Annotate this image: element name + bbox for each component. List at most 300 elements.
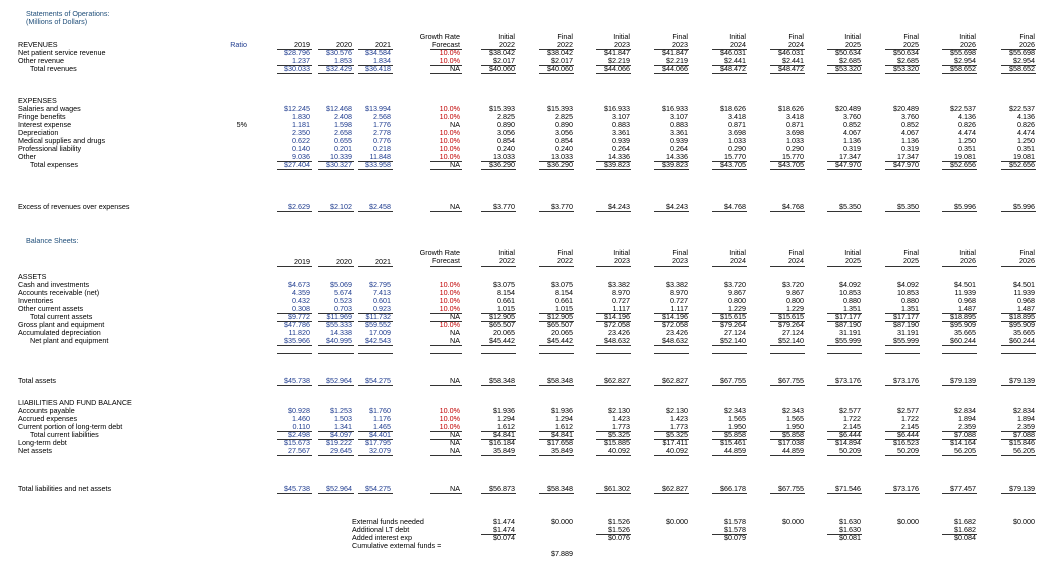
ratio-header: Ratio: [230, 40, 247, 49]
efn-label-1: Additional LT debt: [352, 525, 410, 534]
hist-underline: [358, 431, 393, 432]
proj-underline: [539, 345, 574, 346]
proj-underline: [827, 161, 862, 162]
proj-value-7: 0.319: [901, 144, 919, 153]
proj-underline: [481, 455, 516, 456]
growth-rate: 10.0%: [439, 320, 460, 329]
proj-value-1: 3.056: [555, 128, 573, 137]
hist-value-2020: $52.964: [326, 376, 352, 385]
proj-value-4: 3.698: [728, 128, 746, 137]
hist-underline: [358, 266, 393, 267]
proj-underline: [654, 169, 689, 170]
proj-underline: [539, 431, 574, 432]
proj-value-3: $48.632: [662, 336, 688, 345]
proj-underline: [1001, 439, 1036, 440]
bs-proj-header-9: Final: [1019, 248, 1035, 257]
proj-value-1: $12.905: [547, 312, 573, 321]
proj-value-1: $36.290: [547, 160, 573, 169]
proj-value-1: 1.612: [555, 422, 573, 431]
proj-value-3: $4.243: [666, 202, 688, 211]
proj-value-6: $17.177: [835, 312, 861, 321]
proj-value-3: $62.827: [662, 376, 688, 385]
proj-value-8: $58.652: [950, 64, 976, 73]
proj-value-1: 35.849: [551, 446, 573, 455]
proj-value-2: 14.336: [608, 152, 630, 161]
proj-value-7: 17.347: [897, 152, 919, 161]
proj-value-9: 1.250: [1017, 136, 1035, 145]
proj-value-0: 13.033: [493, 152, 515, 161]
proj-header-9: Final: [1019, 32, 1035, 41]
proj-value-4: 1.229: [728, 304, 746, 313]
proj-underline: [596, 321, 631, 322]
proj-underline: [539, 321, 574, 322]
proj-underline: [712, 73, 747, 74]
proj-underline: [654, 73, 689, 74]
proj-value-8: $2.954: [954, 56, 976, 65]
row-label: Gross plant and equipment: [18, 320, 105, 329]
proj-value-9: $18.895: [1009, 312, 1035, 321]
proj-value-0: $38.042: [489, 48, 515, 57]
hist-value-2019: $4.673: [288, 280, 310, 289]
hist-underline: [277, 345, 312, 346]
hist-underline: [277, 211, 312, 212]
proj-header-4: Initial: [729, 32, 746, 41]
efn-value: $7.889: [551, 549, 573, 558]
proj-value-7: $4.092: [897, 280, 919, 289]
proj-underline: [770, 431, 805, 432]
proj-underline: [539, 493, 574, 494]
gr-underline: [430, 73, 462, 74]
efn-value: $0.000: [1013, 517, 1035, 526]
proj-underline: [712, 345, 747, 346]
proj-value-2: $14.196: [604, 312, 630, 321]
proj-value-1: 2.825: [555, 112, 573, 121]
proj-underline: [942, 431, 977, 432]
proj-underline: [942, 321, 977, 322]
proj-underline: [770, 345, 805, 346]
proj-value-7: $17.177: [893, 312, 919, 321]
proj-underline: [827, 385, 862, 386]
efn-value: $1.682: [954, 517, 976, 526]
hist-underline: [318, 266, 354, 267]
row-label: Total revenues: [30, 64, 77, 73]
proj-underline: [596, 211, 631, 212]
hist-value-2019: $45.738: [284, 484, 310, 493]
proj-value-4: $43.705: [720, 160, 746, 169]
proj-value-4: $3.720: [724, 280, 746, 289]
efn-value: $1.630: [839, 517, 861, 526]
hist-underline: [318, 353, 354, 354]
proj-underline: [654, 313, 689, 314]
proj-value-8: 56.205: [954, 446, 976, 455]
proj-value-5: $3.720: [782, 280, 804, 289]
proj-value-7: $47.970: [893, 160, 919, 169]
hist-value-2021: 2.778: [373, 128, 391, 137]
efn-value: $1.526: [608, 517, 630, 526]
proj-header-2: Initial: [613, 32, 630, 41]
proj-underline: [770, 385, 805, 386]
proj-value-4: $79.264: [720, 320, 746, 329]
hist-underline: [277, 455, 312, 456]
proj-value-1: 0.890: [555, 120, 573, 129]
bs-proj-header-3: Final: [672, 248, 688, 257]
efn-value: $0.000: [666, 517, 688, 526]
efn-underline: [596, 534, 631, 535]
proj-underline: [770, 455, 805, 456]
bs-proj-header-year-5: 2024: [788, 256, 804, 265]
row-label: Total assets: [18, 376, 56, 385]
proj-value-2: $16.933: [604, 104, 630, 113]
proj-value-9: 1.894: [1017, 414, 1035, 423]
hist-value-2019: 27.567: [288, 446, 310, 455]
proj-underline: [481, 65, 516, 66]
gr-underline: [430, 161, 462, 162]
proj-header-year-4: 2024: [730, 40, 746, 49]
proj-header-0: Initial: [498, 32, 515, 41]
proj-value-1: $40.060: [547, 64, 573, 73]
hist-value-2019: 1.237: [292, 56, 310, 65]
hist-value-2021: $1.760: [369, 406, 391, 415]
proj-value-9: $95.909: [1009, 320, 1035, 329]
proj-value-0: 1.015: [497, 304, 515, 313]
proj-value-5: 0.871: [786, 120, 804, 129]
hist-value-2021: 7.413: [373, 288, 391, 297]
proj-value-6: 4.067: [843, 128, 861, 137]
hist-value-2019: 4.359: [292, 288, 310, 297]
efn-value: $1.630: [839, 525, 861, 534]
row-label: Other revenue: [18, 56, 64, 65]
bs-proj-header-year-7: 2025: [903, 256, 919, 265]
proj-underline: [654, 161, 689, 162]
proj-underline: [596, 73, 631, 74]
hist-underline: [358, 65, 393, 66]
proj-value-3: 1.423: [670, 414, 688, 423]
proj-value-0: $12.905: [489, 312, 515, 321]
proj-value-8: 19.081: [954, 152, 976, 161]
year-header-2019: 2019: [294, 40, 310, 49]
proj-underline: [942, 345, 977, 346]
proj-value-8: 11.939: [954, 288, 976, 297]
proj-underline: [712, 169, 747, 170]
proj-underline: [1001, 266, 1036, 267]
proj-value-8: $2.834: [954, 406, 976, 415]
proj-value-3: 1.773: [670, 422, 688, 431]
proj-value-7: $53.320: [893, 64, 919, 73]
proj-header-year-3: 2023: [672, 40, 688, 49]
hist-underline: [318, 73, 354, 74]
gr-underline: [430, 385, 462, 386]
ratio-value: 5%: [236, 120, 247, 129]
gr-underline: [430, 493, 462, 494]
hist-value-2021: $2.458: [369, 202, 391, 211]
proj-underline: [1001, 493, 1036, 494]
proj-value-1: 1.015: [555, 304, 573, 313]
proj-value-2: 23.426: [608, 328, 630, 337]
bs-proj-header-year-4: 2024: [730, 256, 746, 265]
proj-value-6: $6.444: [839, 430, 861, 439]
proj-underline: [539, 161, 574, 162]
hist-underline: [318, 455, 354, 456]
growth-rate: 10.0%: [439, 152, 460, 161]
efn-value: $0.074: [493, 533, 515, 542]
proj-value-1: $3.075: [551, 280, 573, 289]
proj-underline: [596, 65, 631, 66]
proj-value-9: 2.359: [1017, 422, 1035, 431]
row-label: Total current liabilities: [30, 430, 99, 439]
proj-value-2: $2.130: [608, 406, 630, 415]
proj-value-3: 3.107: [670, 112, 688, 121]
hist-value-2020: $40.995: [326, 336, 352, 345]
proj-value-2: 0.883: [612, 120, 630, 129]
proj-underline: [539, 266, 574, 267]
row-label: Fringe benefits: [18, 112, 66, 121]
hist-value-2021: $34.584: [365, 48, 391, 57]
proj-underline: [770, 321, 805, 322]
proj-underline: [539, 169, 574, 170]
proj-underline: [770, 161, 805, 162]
proj-value-8: 35.665: [954, 328, 976, 337]
hist-underline: [318, 65, 354, 66]
bs-proj-header-year-9: 2026: [1019, 256, 1035, 265]
bs-proj-header-year-3: 2023: [672, 256, 688, 265]
proj-value-3: 0.883: [670, 120, 688, 129]
proj-value-5: 15.770: [782, 152, 804, 161]
proj-value-9: $60.244: [1009, 336, 1035, 345]
bs-proj-header-0: Initial: [498, 248, 515, 257]
proj-value-6: 31.191: [839, 328, 861, 337]
proj-underline: [827, 321, 862, 322]
proj-value-9: 56.205: [1013, 446, 1035, 455]
proj-underline: [654, 266, 689, 267]
hist-underline: [277, 169, 312, 170]
gr-underline: [430, 345, 462, 346]
proj-value-6: $47.970: [835, 160, 861, 169]
proj-value-8: 1.894: [958, 414, 976, 423]
hist-value-2020: 0.655: [334, 136, 352, 145]
proj-underline: [827, 431, 862, 432]
proj-value-9: 1.487: [1017, 304, 1035, 313]
hist-value-2021: 1.465: [373, 422, 391, 431]
proj-underline: [596, 455, 631, 456]
proj-header-3: Final: [672, 32, 688, 41]
hist-underline: [358, 73, 393, 74]
proj-underline: [942, 161, 977, 162]
hist-underline: [318, 385, 354, 386]
proj-underline: [827, 439, 862, 440]
row-label: Net assets: [18, 446, 52, 455]
proj-underline: [712, 455, 747, 456]
proj-value-3: $44.066: [662, 64, 688, 73]
growth-rate: 10.0%: [439, 422, 460, 431]
proj-value-5: $5.858: [782, 430, 804, 439]
growth-rate: 10.0%: [439, 304, 460, 313]
proj-header-7: Final: [903, 32, 919, 41]
proj-underline: [1001, 455, 1036, 456]
proj-value-5: $52.140: [778, 336, 804, 345]
proj-value-6: $55.999: [835, 336, 861, 345]
hist-value-2021: 1.176: [373, 414, 391, 423]
proj-header-year-8: 2026: [960, 40, 976, 49]
bs-proj-header-year-2: 2023: [614, 256, 630, 265]
hist-value-2020: 0.201: [334, 144, 352, 153]
bs-proj-header-year-6: 2025: [845, 256, 861, 265]
proj-value-3: $16.933: [662, 104, 688, 113]
proj-header-year-7: 2025: [903, 40, 919, 49]
proj-value-8: 1.250: [958, 136, 976, 145]
hist-underline: [277, 431, 312, 432]
table-row: [0, 161, 1064, 169]
row-label: Interest expense: [18, 120, 72, 129]
proj-underline: [770, 211, 805, 212]
efn-value: $0.076: [608, 533, 630, 542]
proj-value-4: 0.290: [728, 144, 746, 153]
proj-underline: [481, 266, 516, 267]
proj-underline: [481, 161, 516, 162]
hist-value-2019: 2.350: [292, 128, 310, 137]
hist-value-2021: $4.401: [369, 430, 391, 439]
hist-underline: [277, 73, 312, 74]
proj-value-4: 0.871: [728, 120, 746, 129]
hist-value-2019: 0.308: [292, 304, 310, 313]
proj-value-7: 2.145: [901, 422, 919, 431]
proj-value-5: $48.472: [778, 64, 804, 73]
gr-underline: [430, 211, 462, 212]
proj-value-7: $20.489: [893, 104, 919, 113]
row-label: Other: [18, 152, 36, 161]
proj-value-2: 1.773: [612, 422, 630, 431]
hist-underline: [358, 439, 393, 440]
proj-value-6: $20.489: [835, 104, 861, 113]
row-label: Inventories: [18, 296, 54, 305]
proj-value-0: $15.393: [489, 104, 515, 113]
proj-underline: [654, 455, 689, 456]
hist-value-2019: 0.110: [292, 422, 310, 431]
table-row: [0, 65, 1064, 73]
proj-underline: [942, 493, 977, 494]
growth-rate: 10.0%: [439, 288, 460, 297]
proj-value-2: $4.243: [608, 202, 630, 211]
efn-label-2: Added interest exp: [352, 533, 412, 542]
proj-value-5: 1.950: [786, 422, 804, 431]
proj-value-4: 0.800: [728, 296, 746, 305]
proj-value-1: 13.033: [551, 152, 573, 161]
proj-underline: [885, 385, 920, 386]
bs-year-header-2019: 2019: [294, 257, 310, 266]
proj-underline: [827, 353, 862, 354]
proj-underline: [654, 321, 689, 322]
proj-underline: [654, 493, 689, 494]
growth-rate: 10.0%: [439, 136, 460, 145]
growth-rate: NA: [450, 160, 460, 169]
hist-value-2021: 1.834: [373, 56, 391, 65]
proj-underline: [596, 169, 631, 170]
proj-underline: [942, 73, 977, 74]
proj-value-5: $79.264: [778, 320, 804, 329]
hist-value-2020: $32.429: [326, 64, 352, 73]
proj-underline: [770, 266, 805, 267]
efn-underline: [827, 534, 862, 535]
proj-value-8: $52.656: [950, 160, 976, 169]
proj-value-8: $4.501: [954, 280, 976, 289]
proj-value-1: $58.348: [547, 484, 573, 493]
bs-proj-header-2: Initial: [613, 248, 630, 257]
proj-underline: [770, 493, 805, 494]
proj-value-5: 27.124: [782, 328, 804, 337]
growth-rate: NA: [450, 64, 460, 73]
hist-value-2019: 0.140: [292, 144, 310, 153]
proj-value-7: $73.176: [893, 376, 919, 385]
proj-underline: [827, 493, 862, 494]
proj-underline: [827, 65, 862, 66]
proj-value-5: $17.038: [778, 438, 804, 447]
proj-value-5: 3.418: [786, 112, 804, 121]
proj-underline: [1001, 169, 1036, 170]
efn-value: $1.578: [724, 525, 746, 534]
growth-rate: 10.0%: [439, 112, 460, 121]
hist-value-2020: 1.341: [334, 422, 352, 431]
proj-value-5: $43.705: [778, 160, 804, 169]
efn-value: $0.000: [897, 517, 919, 526]
proj-value-4: $48.472: [720, 64, 746, 73]
efn-value: $1.474: [493, 525, 515, 534]
proj-value-8: $77.457: [950, 484, 976, 493]
hist-value-2020: 10.339: [330, 152, 352, 161]
proj-value-2: $62.827: [604, 376, 630, 385]
hist-underline: [277, 385, 312, 386]
efn-value: $1.578: [724, 517, 746, 526]
proj-underline: [654, 439, 689, 440]
row-label: Total current assets: [30, 312, 93, 321]
hist-value-2021: $36.418: [365, 64, 391, 73]
proj-value-9: $2.954: [1013, 56, 1035, 65]
proj-value-4: 1.950: [728, 422, 746, 431]
proj-value-8: 0.351: [958, 144, 976, 153]
proj-underline: [712, 161, 747, 162]
proj-header-6: Initial: [844, 32, 861, 41]
hist-value-2021: $54.275: [365, 484, 391, 493]
proj-underline: [885, 439, 920, 440]
proj-underline: [481, 345, 516, 346]
hist-value-2021: $42.543: [365, 336, 391, 345]
proj-value-0: $3.075: [493, 280, 515, 289]
hist-underline: [358, 211, 393, 212]
proj-underline: [1001, 161, 1036, 162]
proj-value-9: $79.139: [1009, 376, 1035, 385]
gr-underline: [430, 313, 462, 314]
proj-value-5: 1.033: [786, 136, 804, 145]
proj-underline: [1001, 321, 1036, 322]
hist-value-2020: 1.598: [334, 120, 352, 129]
proj-value-2: 8.970: [612, 288, 630, 297]
proj-value-6: $2.577: [839, 406, 861, 415]
bs-gr-header-2: Forecast: [432, 256, 460, 265]
growth-rate: 10.0%: [439, 414, 460, 423]
hist-value-2020: $11.969: [326, 312, 352, 321]
bs-proj-header-year-1: 2022: [557, 256, 573, 265]
bs-year-header-2021: 2021: [375, 257, 391, 266]
growth-rate: NA: [450, 328, 460, 337]
proj-value-9: $58.652: [1009, 64, 1035, 73]
proj-value-3: 0.264: [670, 144, 688, 153]
proj-value-2: $39.823: [604, 160, 630, 169]
proj-value-0: $45.442: [489, 336, 515, 345]
proj-underline: [481, 169, 516, 170]
proj-underline: [654, 353, 689, 354]
proj-value-6: 1.722: [843, 414, 861, 423]
proj-header-year-0: 2022: [499, 40, 515, 49]
hist-value-2020: $30.327: [326, 160, 352, 169]
proj-value-7: $2.685: [897, 56, 919, 65]
